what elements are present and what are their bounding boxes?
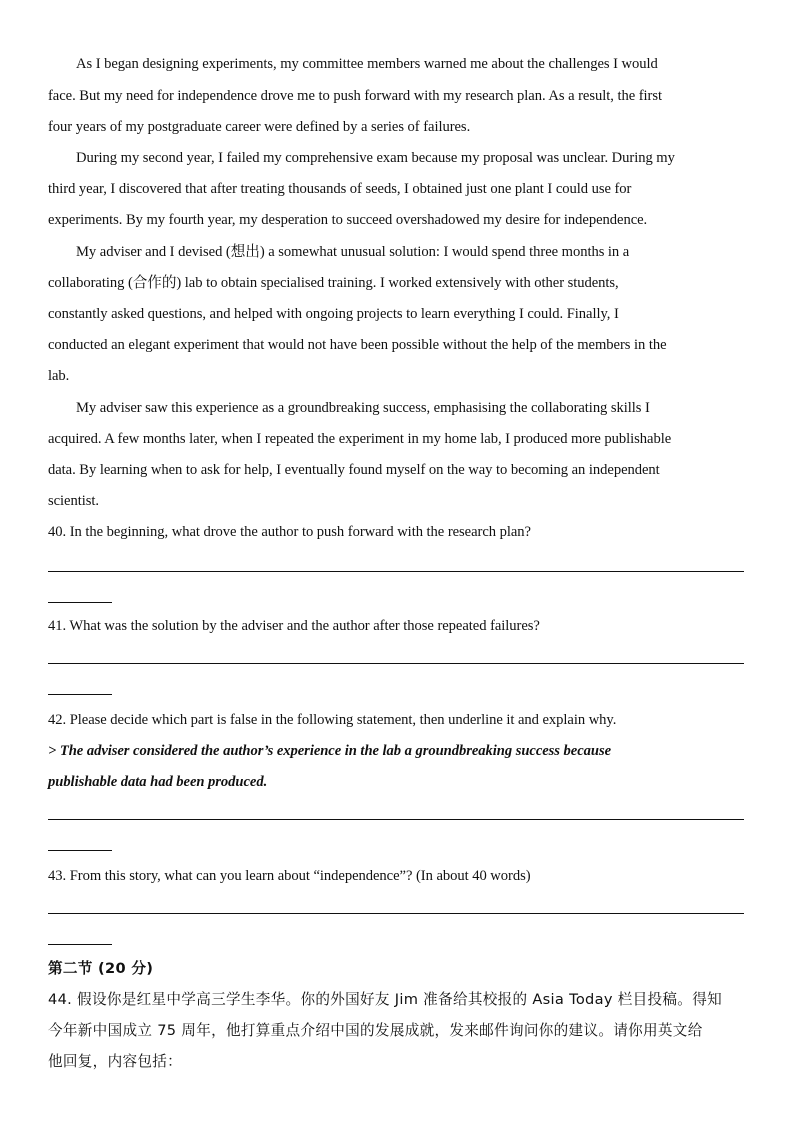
passage-line: third year, I discovered that after treating thousands of seeds, I obtained just one plant I could use for [48,181,632,197]
answer-line-40-end[interactable] [48,602,112,603]
passage-line: acquired. A few months later, when I repeated the experiment in my home lab, I produced more publishable [48,431,672,447]
passage-line: scientist. [48,493,99,509]
passage-line: face. But my need for independence drove me to push forward with my research plan. As a result, the first [48,88,662,104]
answer-line-42-end[interactable] [48,850,112,851]
question-41: 41. What was the solution by the adviser and the author after those repeated failures? [48,618,540,634]
passage-line: My adviser saw this experience as a groundbreaking success, emphasising the collaborating skills I [76,400,650,416]
passage-line: data. By learning when to ask for help, I eventually found myself on the way to becoming an independent [48,462,660,478]
answer-line-41[interactable] [48,663,744,664]
passage-line: constantly asked questions, and helped with ongoing projects to learn everything I could. Finally, I [48,306,619,322]
answer-line-43-end[interactable] [48,944,112,945]
section-heading: 第二节 (20 分) [48,960,154,977]
statement-line: > The adviser considered the author’s experience in the lab a groundbreaking success because [48,743,611,759]
passage-line: As I began designing experiments, my committee members warned me about the challenges I would [76,56,658,72]
statement-line: publishable data had been produced. [48,774,268,790]
passage-line: four years of my postgraduate career were defined by a series of failures. [48,119,471,135]
passage-line: collaborating (合作的) lab to obtain specialised training. I worked extensively with other students, [48,275,619,291]
passage-line: My adviser and I devised (想出) a somewhat unusual solution: I would spend three months in a [76,244,630,260]
writing-task-line: 他回复，内容包括： [48,1053,183,1070]
answer-line-43[interactable] [48,913,744,914]
writing-task-line: 今年新中国成立 75 周年，他打算重点介绍中国的发展成就，发来邮件询问你的建议。请你用英文给 [48,1022,703,1039]
writing-task-line: 44. 假设你是红星中学高三学生李华。你的外国好友 Jim 准备给其校报的 Asia Today 栏目投稿。得知 [48,991,722,1008]
question-43: 43. From this story, what can you learn about “independence”? (In about 40 words) [48,868,531,884]
question-42: 42. Please decide which part is false in the following statement, then underline it and explain why. [48,712,617,728]
answer-line-40[interactable] [48,571,744,572]
question-40: 40. In the beginning, what drove the author to push forward with the research plan? [48,524,531,540]
answer-line-41-end[interactable] [48,694,112,695]
passage-line: During my second year, I failed my comprehensive exam because my proposal was unclear. During my [76,150,675,166]
passage-line: conducted an elegant experiment that would not have been possible without the help of the members in the [48,337,667,353]
answer-line-42[interactable] [48,819,744,820]
passage-line: experiments. By my fourth year, my desperation to succeed overshadowed my desire for independence. [48,212,648,228]
passage-line: lab. [48,368,70,384]
